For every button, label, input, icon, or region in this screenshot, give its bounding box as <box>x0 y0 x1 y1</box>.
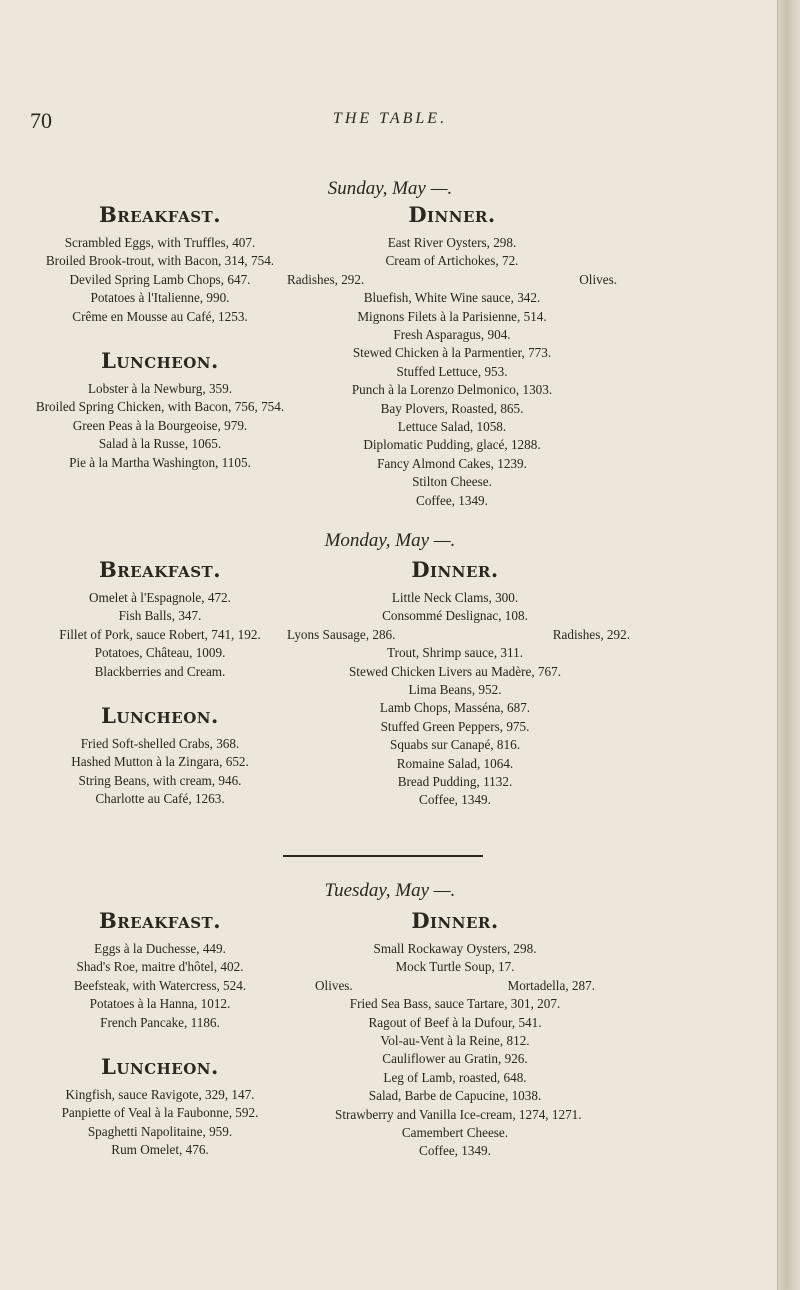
dinner-items-continued <box>335 995 582 1161</box>
page-edge <box>777 0 800 1290</box>
menu-item: Salad à la Russe, 1065. <box>98 436 222 452</box>
menu-item: Camembert Cheese. <box>401 1125 509 1141</box>
menu-item: Leg of Lamb, roasted, 648. <box>383 1069 527 1085</box>
menu-item: Fish Balls, 347. <box>118 608 202 624</box>
menu-item: Fried Soft-shelled Crabs, 368. <box>80 736 240 752</box>
dinner-items <box>332 234 572 271</box>
menu-item: French Pancake, 1186. <box>100 1014 220 1030</box>
menu-item: Ragout of Beef à la Dufour, 541. <box>368 1014 542 1030</box>
split-right: Radishes, 292. <box>552 626 630 642</box>
menu-item: Diplomatic Pudding, glacé, 1288. <box>363 437 541 453</box>
menu-item: Mignons Filets à la Parisienne, 514. <box>357 308 547 324</box>
menu-item: Stewed Chicken à la Parmentier, 773. <box>352 345 552 361</box>
menu-item: Panpiette of Veal à la Faubonne, 592. <box>61 1105 259 1121</box>
menu-item: Stuffed Green Peppers, 975. <box>380 718 530 734</box>
meal-heading-luncheon: Luncheon. <box>101 348 219 374</box>
meal-heading-breakfast: Breakfast. <box>98 557 222 582</box>
menu-item: Trout, Shrimp sauce, 311. <box>386 645 524 661</box>
menu-item: Salad, Barbe de Capucine, 1038. <box>368 1088 542 1104</box>
menu-item: Fillet of Pork, sauce Robert, 741, 192. <box>59 626 261 642</box>
menu-item: Lettuce Salad, 1058. <box>397 419 507 435</box>
menu-item: Coffee, 1349. <box>416 492 488 508</box>
menu-item: Spaghetti Napolitaine, 959. <box>87 1123 233 1139</box>
menu-item: Lamb Chops, Masséna, 687. <box>379 700 531 716</box>
menu-item: Omelet à l'Espagnole, 472. <box>89 590 231 605</box>
running-head: THE TABLE. <box>332 110 448 127</box>
menu-item: Bread Pudding, 1132. <box>397 774 513 790</box>
sunday-left-column <box>25 200 295 472</box>
menu-item: Romaine Salad, 1064. <box>396 755 514 771</box>
breakfast-items <box>25 234 295 326</box>
day-title-sunday: Sunday, May —. <box>327 178 453 199</box>
menu-item: Pie à la Martha Washington, 1105. <box>69 454 251 470</box>
section-divider <box>283 855 483 857</box>
menu-item: Cauliflower au Gratin, 926. <box>382 1051 528 1067</box>
page-number: 70 <box>30 108 52 133</box>
menu-item: Consommé Deslignac, 108. <box>382 608 528 624</box>
menu-item: East River Oysters, 298. <box>387 235 517 250</box>
menu-item: Broiled Spring Chicken, with Bacon, 756, 754. <box>35 399 285 415</box>
menu-item: Vol-au-Vent à la Reine, 812. <box>380 1033 530 1049</box>
dinner-split-line <box>287 626 630 644</box>
menu-item: Shad's Roe, maitre d'hôtel, 402. <box>76 959 244 975</box>
day-title-tuesday: Tuesday, May —. <box>324 880 456 901</box>
day-title-monday: Monday, May —. <box>324 530 456 551</box>
menu-item: Little Neck Clams, 300. <box>391 590 519 605</box>
monday-right-column <box>287 555 630 810</box>
menu-item: Bluefish, White Wine sauce, 342. <box>363 290 541 306</box>
breakfast-items <box>25 589 295 681</box>
dinner-items-continued <box>332 289 572 510</box>
tuesday-right-column <box>315 906 595 1161</box>
menu-item: Stilton Cheese. <box>412 474 492 490</box>
menu-item: Coffee, 1349. <box>419 792 491 808</box>
dinner-split-line <box>315 977 595 995</box>
menu-item: Fried Sea Bass, sauce Tartare, 301, 207. <box>349 996 561 1012</box>
breakfast-items <box>25 940 295 1032</box>
menu-item: Deviled Spring Lamb Chops, 647. <box>69 271 251 287</box>
split-left: Lyons Sausage, 286. <box>287 626 396 642</box>
tuesday-left-column <box>25 906 295 1160</box>
menu-item: Bay Plovers, Roasted, 865. <box>380 400 524 416</box>
menu-item: Coffee, 1349. <box>419 1143 491 1159</box>
menu-item: Potatoes, Château, 1009. <box>94 645 226 661</box>
dinner-items <box>335 589 575 626</box>
monday-left-column <box>25 555 295 809</box>
menu-item: Charlotte au Café, 1263. <box>95 791 225 807</box>
menu-item: Crême en Mousse au Café, 1253. <box>72 308 248 324</box>
menu-item: Small Rockaway Oysters, 298. <box>373 941 537 956</box>
dinner-items-continued <box>335 644 575 810</box>
menu-item: Beefsteak, with Watercress, 524. <box>73 977 247 993</box>
menu-item: Mock Turtle Soup, 17. <box>395 959 515 975</box>
menu-item: Potatoes à l'Italienne, 990. <box>90 290 230 306</box>
menu-item: Green Peas à la Bourgeoise, 979. <box>72 417 248 433</box>
menu-item: String Beans, with cream, 946. <box>78 772 242 788</box>
menu-item: Eggs à la Duchesse, 449. <box>94 941 226 956</box>
menu-item: Fresh Asparagus, 904. <box>393 327 511 343</box>
menu-item: Stuffed Lettuce, 953. <box>396 363 508 379</box>
menu-item: Blackberries and Cream. <box>94 663 226 679</box>
menu-item: Punch à la Lorenzo Delmonico, 1303. <box>351 382 553 398</box>
menu-item: Broiled Brook-trout, with Bacon, 314, 754. <box>45 253 275 269</box>
menu-item: Strawberry and Vanilla Ice-cream, 1274, 1271. <box>335 1106 582 1122</box>
luncheon-items <box>25 380 295 472</box>
dinner-items <box>335 940 575 977</box>
menu-item: Cream of Artichokes, 72. <box>385 253 519 269</box>
menu-item: Squabs sur Canapé, 816. <box>389 737 521 753</box>
meal-heading-breakfast: Breakfast. <box>98 202 222 227</box>
meal-heading-luncheon: Luncheon. <box>101 703 219 729</box>
menu-item: Lima Beans, 952. <box>408 682 502 698</box>
menu-item: Potatoes à la Hanna, 1012. <box>89 996 231 1012</box>
menu-item: Scrambled Eggs, with Truffles, 407. <box>64 235 256 250</box>
meal-heading-luncheon: Luncheon. <box>101 1054 219 1080</box>
meal-heading-dinner: Dinner. <box>411 557 499 582</box>
dinner-split-line <box>287 271 617 289</box>
split-right: Mortadella, 287. <box>507 977 595 993</box>
meal-heading-breakfast: Breakfast. <box>98 908 222 933</box>
menu-item: Hashed Mutton à la Zingara, 652. <box>71 754 249 770</box>
menu-item: Rum Omelet, 476. <box>111 1142 209 1158</box>
meal-heading-dinner: Dinner. <box>411 908 499 933</box>
meal-heading-dinner: Dinner. <box>408 202 496 227</box>
menu-item: Lobster à la Newburg, 359. <box>87 381 233 397</box>
menu-item: Stewed Chicken Livers au Madère, 767. <box>348 663 562 679</box>
menu-item: Fancy Almond Cakes, 1239. <box>377 455 527 471</box>
split-left: Radishes, 292. <box>287 271 365 287</box>
luncheon-items <box>25 1086 295 1160</box>
menu-item: Kingfish, sauce Ravigote, 329, 147. <box>65 1087 255 1103</box>
split-right: Olives. <box>579 271 617 287</box>
sunday-right-column <box>287 200 617 510</box>
luncheon-items <box>25 735 295 809</box>
split-left: Olives. <box>315 977 353 993</box>
